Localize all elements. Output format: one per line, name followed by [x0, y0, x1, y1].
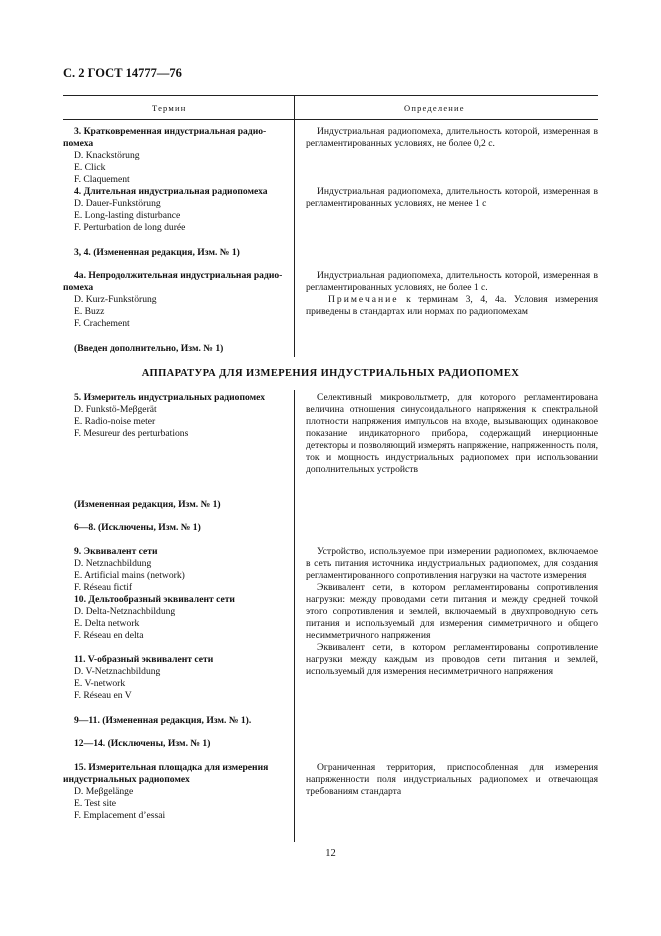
definition-11-text: Эквивалент сети, в котором регламентированы сопротивление нагрузки между каждым из проводов сети питания и землей, используемый для измерения несимметричного напряжения [306, 642, 598, 677]
definition-5-text: Селективный микровольтметр, для которого регламентирована величина отношения синусоидального напряжения к спектральной плотности напряжения импульсов на входе, вызывающих одинаковое показание индикаторного прибора, содержащий инерционные детекторы и позволяющий измерять напряжение, напряженность поля, ток и мощность индустриальных радиопомех при использовании дополнительных устройств [306, 392, 598, 475]
definition-3-text: Индустриальная радиопомеха, длительность которой, измеренная в регламентированных условиях, не более 0,2 с. [306, 126, 598, 149]
term-10-french: F. Réseau en delta [74, 630, 144, 641]
column-divider-bottom [294, 390, 295, 842]
definition-4a-note [306, 294, 598, 318]
definition-15 [306, 762, 598, 798]
header-bottom-rule [63, 119, 598, 120]
term-15-title-cont: индустриальных радиопомех [63, 774, 190, 785]
definition-10-text: Эквивалент сети, в котором регламентированы сопротивления нагрузки: между проводами сети питания и между средней точкой этого сопротивления и землей, включаемый в двухпроводную сеть питания и используемый для измерения симметричного и общего несимметричного напряжения [306, 582, 598, 641]
definition-4a [306, 270, 598, 318]
exclusion-note-12-14: 12—14. (Исключены, Изм. № 1) [74, 738, 211, 749]
definition-9-text: Устройство, используемое при измерении радиопомех, включаемое в сеть питания источника индустриальных радиопомех, для создания регламентированного сопротивления нагрузки на частоте измерения [306, 546, 598, 581]
term-4-german: D. Dauer-Funkstörung [74, 198, 161, 209]
term-4a-english: E. Buzz [74, 306, 105, 317]
term-4a-title: 4а. Непродолжительная индустриальная радио- [74, 270, 283, 281]
definition-5 [306, 392, 598, 476]
definition-4-text: Индустриальная радиопомеха, длительность которой, измеренная в регламентированных условиях, не менее 1 с [306, 186, 598, 209]
term-10-english: E. Delta network [74, 618, 140, 629]
term-5-french: F. Mesureur des perturbations [74, 428, 189, 439]
term-4-title: 4. Длительная индустриальная радиопомеха [74, 186, 268, 197]
term-4a-german: D. Kurz-Funkstörung [74, 294, 157, 305]
term-3-title: 3. Кратковременная индустриальная радио- [74, 126, 267, 137]
page-number: 12 [325, 848, 336, 859]
term-15-french: F. Emplacement d’essai [74, 810, 166, 821]
term-11-english: E. V-network [74, 678, 126, 689]
term-15-german: D. Meβgelänge [74, 786, 134, 797]
term-4-english: E. Long-lasting disturbance [74, 210, 181, 221]
amendment-note-5: (Измененная редакция, Изм. № 1) [74, 499, 221, 510]
term-3-german: D. Knackstörung [74, 150, 140, 161]
page-header: С. 2 ГОСТ 14777—76 [63, 66, 182, 80]
definition-15-text: Ограниченная территория, приспособленная для измерения напряженности поля индустриальных радиопомех и отвечающая требованиям стандарта [306, 762, 598, 797]
table-top-rule [63, 95, 598, 96]
addition-note-4a: (Введен дополнительно, Изм. № 1) [74, 343, 224, 354]
term-11-french: F. Réseau en V [74, 690, 132, 701]
column-header-term: Термин [152, 103, 187, 113]
term-3-title-cont: помеха [63, 138, 94, 149]
term-10-title: 10. Дельтообразный эквивалент сети [74, 594, 235, 605]
amendment-note-9-11: 9—11. (Измененная редакция, Изм. № 1). [74, 715, 252, 726]
exclusion-note-6-8: 6—8. (Исключены, Изм. № 1) [74, 522, 201, 533]
term-11-title: 11. V-образный эквивалент сети [74, 654, 214, 665]
column-header-definition: Определение [404, 103, 465, 113]
definition-3 [306, 126, 598, 150]
term-3-english: E. Click [74, 162, 106, 173]
term-4-french: F. Perturbation de long durée [74, 222, 186, 233]
term-5-english: E. Radio-noise meter [74, 416, 156, 427]
term-15-english: E. Test site [74, 798, 117, 809]
amendment-note-3-4: 3, 4. (Измененная редакция, Изм. № 1) [74, 247, 240, 258]
term-9-english: E. Artificial mains (network) [74, 570, 185, 581]
term-5-title: 5. Измеритель индустриальных радиопомех [74, 392, 266, 403]
term-5-german: D. Funkstö-Meβgerät [74, 404, 157, 415]
note-text: к терминам 3, 4, 4а. Условия измерения приведены в стандартах или нормах по радиопомехам [306, 294, 598, 317]
definition-4 [306, 186, 598, 210]
section-title: АППАРАТУРА ДЛЯ ИЗМЕРЕНИЯ ИНДУСТРИАЛЬНЫХ РАДИОПОМЕХ [141, 368, 520, 379]
term-3-french: F. Claquement [74, 174, 130, 185]
term-9-german: D. Netznachbildung [74, 558, 152, 569]
term-10-german: D. Delta-Netznachbildung [74, 606, 176, 617]
term-11-german: D. V-Netznachbildung [74, 666, 161, 677]
term-4a-french: F. Crachement [74, 318, 130, 329]
definitions-9-11 [306, 546, 598, 678]
term-9-french: F. Réseau fictif [74, 582, 133, 593]
definition-4a-text: Индустриальная радиопомеха, длительность которой, измеренная в регламентированных условиях, не более 1 с. [306, 270, 598, 293]
term-15-title: 15. Измерительная площадка для измерения [74, 762, 269, 773]
note-label: Примечание [328, 294, 399, 305]
term-9-title: 9. Эквивалент сети [74, 546, 158, 557]
term-4a-title-cont: помеха [63, 282, 94, 293]
column-divider-top [294, 95, 295, 357]
